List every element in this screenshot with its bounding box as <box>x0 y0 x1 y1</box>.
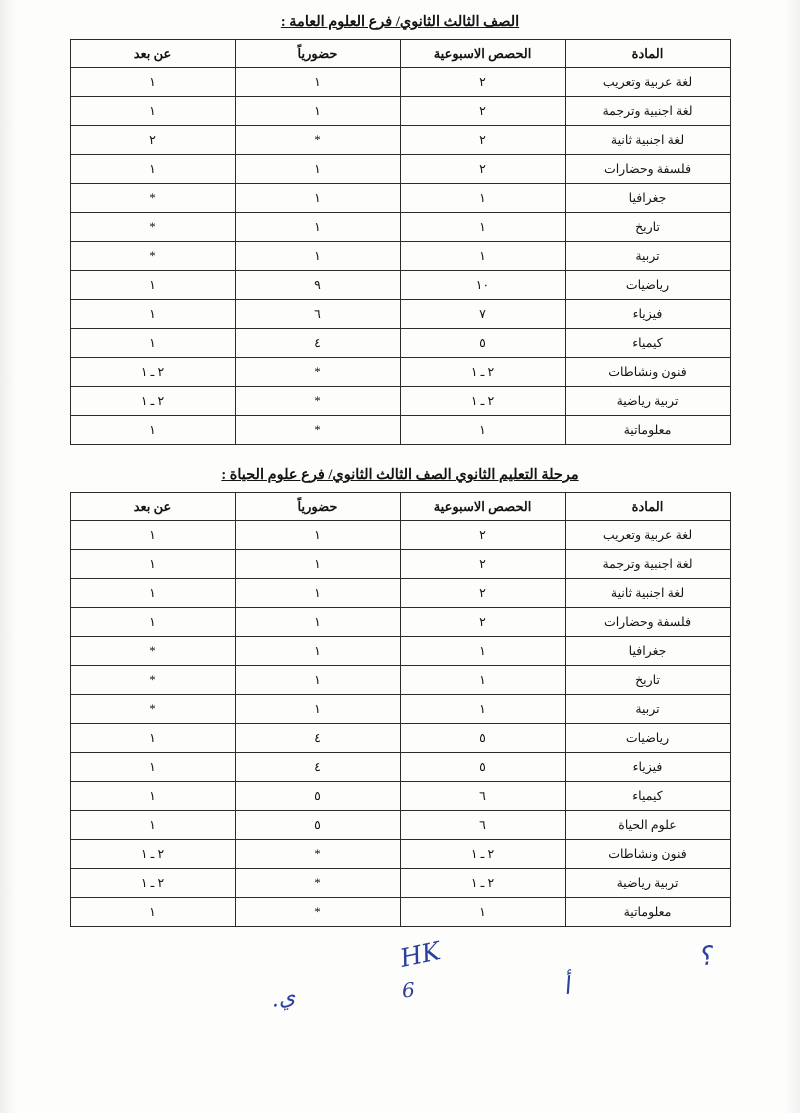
signature-hk: HK <box>396 936 443 973</box>
cell-subject: كيمياء <box>565 329 730 358</box>
cell-remote: ١ <box>70 550 235 579</box>
cell-weekly: ٦ <box>400 782 565 811</box>
cell-remote: ١ <box>70 416 235 445</box>
section-general-sciences <box>40 14 760 445</box>
cell-present: ١ <box>235 608 400 637</box>
cell-present: * <box>235 840 400 869</box>
cell-remote: * <box>70 213 235 242</box>
table-row <box>70 869 730 898</box>
cell-remote: ١ <box>70 329 235 358</box>
table-row <box>70 782 730 811</box>
cell-present: ٦ <box>235 300 400 329</box>
cell-weekly: ١ <box>400 637 565 666</box>
cell-present: ١ <box>235 155 400 184</box>
cell-remote: ١ <box>70 271 235 300</box>
cell-remote: * <box>70 184 235 213</box>
cell-weekly: ٢ ـ ١ <box>400 387 565 416</box>
cell-present: * <box>235 358 400 387</box>
cell-remote: ٢ ـ ١ <box>70 358 235 387</box>
signature-dots: ي. <box>268 984 297 1013</box>
table-row <box>70 416 730 445</box>
cell-present: ١ <box>235 579 400 608</box>
table-header-row <box>70 493 730 521</box>
cell-subject: لغة اجنبية ثانية <box>565 579 730 608</box>
table-row <box>70 155 730 184</box>
table-row <box>70 521 730 550</box>
cell-weekly: ١ <box>400 695 565 724</box>
cell-present: ١ <box>235 695 400 724</box>
cell-weekly: ٢ <box>400 68 565 97</box>
table-row <box>70 329 730 358</box>
cell-subject: تربية رياضية <box>565 869 730 898</box>
cell-subject: رياضيات <box>565 271 730 300</box>
cell-remote: ١ <box>70 579 235 608</box>
table-row <box>70 213 730 242</box>
cell-remote: ١ <box>70 724 235 753</box>
table-row <box>70 608 730 637</box>
cell-remote: ٢ ـ ١ <box>70 387 235 416</box>
cell-remote: ١ <box>70 608 235 637</box>
cell-present: ١ <box>235 242 400 271</box>
table-row <box>70 695 730 724</box>
section-life-sciences <box>40 467 760 927</box>
table-general-sciences <box>70 39 731 445</box>
table-row <box>70 753 730 782</box>
cell-present: ١ <box>235 666 400 695</box>
cell-remote: ١ <box>70 155 235 184</box>
cell-subject: تاريخ <box>565 666 730 695</box>
cell-remote: ١ <box>70 753 235 782</box>
table-row <box>70 550 730 579</box>
cell-subject: جغرافيا <box>565 184 730 213</box>
cell-remote: ١ <box>70 68 235 97</box>
cell-remote: * <box>70 242 235 271</box>
cell-remote: ١ <box>70 97 235 126</box>
cell-weekly: ٢ <box>400 155 565 184</box>
table-row <box>70 637 730 666</box>
table-row <box>70 271 730 300</box>
cell-present: ٩ <box>235 271 400 300</box>
table-row <box>70 68 730 97</box>
cell-present: ٤ <box>235 724 400 753</box>
cell-subject: معلوماتية <box>565 416 730 445</box>
signature-six: 6 <box>401 977 416 1003</box>
cell-subject: فلسفة وحضارات <box>565 608 730 637</box>
table-row <box>70 840 730 869</box>
cell-remote: * <box>70 695 235 724</box>
cell-subject: فنون ونشاطات <box>565 358 730 387</box>
column-header-in-person: حضورياً <box>235 40 400 68</box>
column-header-subject: المادة <box>565 40 730 68</box>
table-row <box>70 97 730 126</box>
cell-remote: ١ <box>70 300 235 329</box>
cell-present: ٥ <box>235 811 400 840</box>
cell-remote: ٢ ـ ١ <box>70 869 235 898</box>
cell-weekly: ٥ <box>400 724 565 753</box>
table-row <box>70 811 730 840</box>
cell-present: * <box>235 387 400 416</box>
section-title-general-sciences: الصف الثالث الثانوي/ فرع العلوم العامة : <box>280 14 520 30</box>
cell-present: ١ <box>235 184 400 213</box>
cell-subject: تاريخ <box>565 213 730 242</box>
column-header-remote: عن بعد <box>70 40 235 68</box>
cell-subject: فيزياء <box>565 753 730 782</box>
table-body-general-sciences <box>70 68 730 445</box>
signature-arabic-initials: أ <box>560 971 573 1001</box>
cell-remote: * <box>70 637 235 666</box>
cell-present: ١ <box>235 68 400 97</box>
cell-present: * <box>235 126 400 155</box>
cell-weekly: ٢ <box>400 550 565 579</box>
cell-weekly: ٢ ـ ١ <box>400 358 565 387</box>
signature-question-mark: ؟ <box>696 941 715 973</box>
cell-weekly: ٧ <box>400 300 565 329</box>
cell-remote: ١ <box>70 811 235 840</box>
cell-subject: فيزياء <box>565 300 730 329</box>
table-row <box>70 184 730 213</box>
table-row <box>70 898 730 927</box>
cell-subject: تربية <box>565 242 730 271</box>
column-header-remote: عن بعد <box>70 493 235 521</box>
table-row <box>70 387 730 416</box>
cell-remote: ١ <box>70 782 235 811</box>
cell-subject: لغة اجنبية وترجمة <box>565 550 730 579</box>
cell-subject: تربية رياضية <box>565 387 730 416</box>
cell-present: ١ <box>235 213 400 242</box>
column-header-subject: المادة <box>565 493 730 521</box>
cell-weekly: ٥ <box>400 753 565 782</box>
cell-subject: فلسفة وحضارات <box>565 155 730 184</box>
cell-present: ٤ <box>235 329 400 358</box>
cell-present: ١ <box>235 97 400 126</box>
cell-weekly: ١ <box>400 213 565 242</box>
cell-present: * <box>235 898 400 927</box>
cell-weekly: ١ <box>400 184 565 213</box>
cell-weekly: ١ <box>400 666 565 695</box>
cell-weekly: ٦ <box>400 811 565 840</box>
column-header-weekly-sessions: الحصص الاسبوعية <box>400 40 565 68</box>
cell-remote: ٢ ـ ١ <box>70 840 235 869</box>
cell-subject: لغة عربية وتعريب <box>565 68 730 97</box>
cell-remote: ١ <box>70 898 235 927</box>
cell-weekly: ١٠ <box>400 271 565 300</box>
table-life-sciences <box>70 492 731 927</box>
cell-weekly: ٢ <box>400 126 565 155</box>
table-row <box>70 300 730 329</box>
table-row <box>70 579 730 608</box>
cell-subject: تربية <box>565 695 730 724</box>
cell-remote: * <box>70 666 235 695</box>
cell-weekly: ٢ ـ ١ <box>400 840 565 869</box>
cell-present: ١ <box>235 637 400 666</box>
table-header-row <box>70 40 730 68</box>
cell-subject: كيمياء <box>565 782 730 811</box>
column-header-in-person: حضورياً <box>235 493 400 521</box>
cell-present: ١ <box>235 550 400 579</box>
cell-present: * <box>235 869 400 898</box>
column-header-weekly-sessions: الحصص الاسبوعية <box>400 493 565 521</box>
handwritten-signatures-area <box>0 930 800 1060</box>
cell-subject: لغة اجنبية وترجمة <box>565 97 730 126</box>
cell-subject: رياضيات <box>565 724 730 753</box>
cell-present: ٤ <box>235 753 400 782</box>
table-row <box>70 126 730 155</box>
table-row <box>70 358 730 387</box>
cell-weekly: ٢ <box>400 97 565 126</box>
cell-weekly: ١ <box>400 242 565 271</box>
section-title-life-sciences: مرحلة التعليم الثانوي الصف الثالث الثانوي/ فرع علوم الحياة : <box>221 467 579 483</box>
cell-present: ٥ <box>235 782 400 811</box>
cell-weekly: ٢ <box>400 608 565 637</box>
cell-weekly: ١ <box>400 416 565 445</box>
cell-weekly: ١ <box>400 898 565 927</box>
table-row <box>70 242 730 271</box>
cell-weekly: ٥ <box>400 329 565 358</box>
table-body-life-sciences <box>70 521 730 927</box>
cell-subject: لغة اجنبية ثانية <box>565 126 730 155</box>
cell-subject: معلوماتية <box>565 898 730 927</box>
table-row <box>70 666 730 695</box>
cell-remote: ١ <box>70 521 235 550</box>
cell-subject: علوم الحياة <box>565 811 730 840</box>
cell-subject: جغرافيا <box>565 637 730 666</box>
cell-subject: لغة عربية وتعريب <box>565 521 730 550</box>
cell-weekly: ٢ <box>400 521 565 550</box>
cell-present: * <box>235 416 400 445</box>
cell-remote: ٢ <box>70 126 235 155</box>
cell-weekly: ٢ ـ ١ <box>400 869 565 898</box>
cell-subject: فنون ونشاطات <box>565 840 730 869</box>
cell-weekly: ٢ <box>400 579 565 608</box>
cell-present: ١ <box>235 521 400 550</box>
table-row <box>70 724 730 753</box>
